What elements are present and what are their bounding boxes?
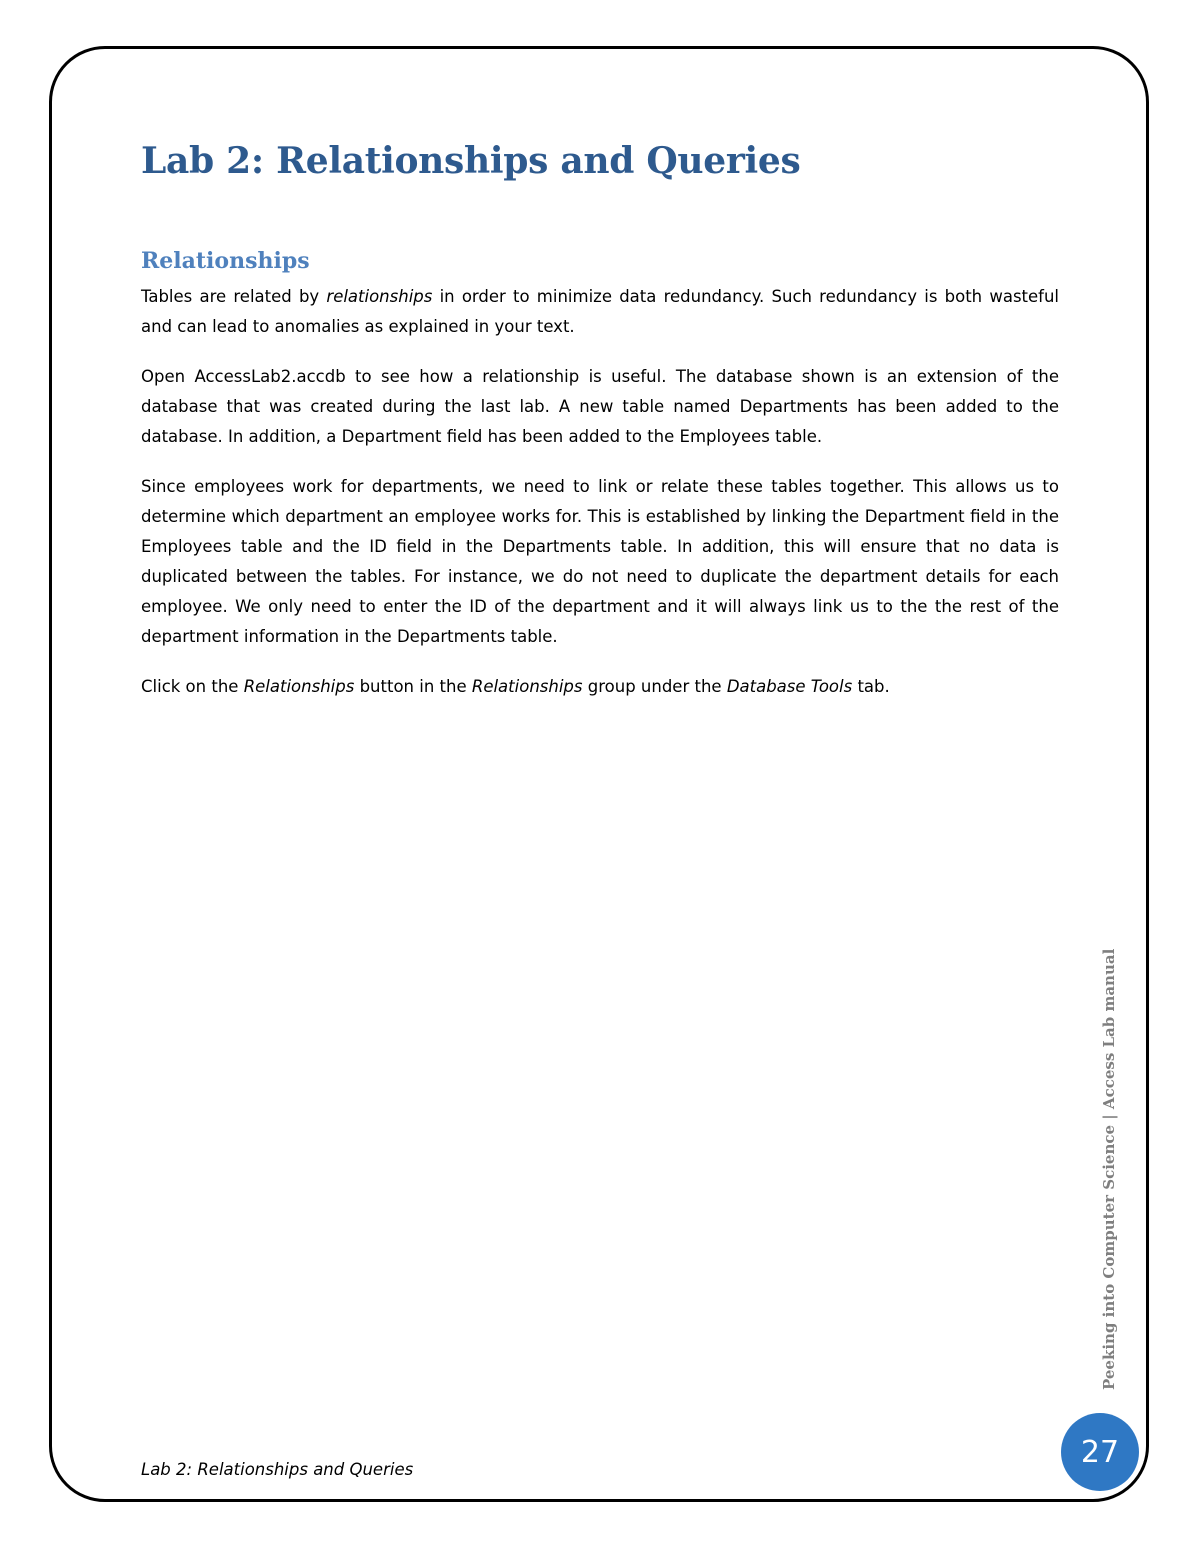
paragraph-4-emphasis-relationships-button: Relationships xyxy=(243,677,355,696)
paragraph-1 xyxy=(141,282,1059,342)
paragraph-4 xyxy=(141,672,1059,702)
paragraph-4-emphasis-relationships-group: Relationships xyxy=(471,677,583,696)
paragraph-4-text-a: Click on the xyxy=(141,677,244,696)
paragraph-4-emphasis-database-tools: Database Tools xyxy=(726,677,853,696)
side-book-label: Peeking into Computer Science | Access Lab manual xyxy=(1100,948,1118,1390)
paragraph-4-text-e: group under the xyxy=(582,677,727,696)
page-number-badge: 27 xyxy=(1061,1413,1139,1491)
section-heading: Relationships xyxy=(141,248,310,274)
paragraph-1-text-a: Tables are related by xyxy=(141,287,327,306)
paragraph-2: Open AccessLab2.accdb to see how a relationship is useful. The database shown is an extension of the database that was created during the last lab. A new table named Departments has been added to the database. In addition, a Department field has been added to the Employees table. xyxy=(141,367,1059,446)
paragraph-4-text-g: tab. xyxy=(852,677,890,696)
body-text xyxy=(141,282,1059,722)
paragraph-4-text-c: button in the xyxy=(354,677,472,696)
paragraph-3: Since employees work for departments, we need to link or relate these tables together. This allows us to determine which department an employee works for. This is established by linking the Department field in the Employees table and the ID field in the Departments table. In addition, this will ensure that no data is duplicated between the tables. For instance, we do not need to duplicate the department details for each employee. We only need to enter the ID of the department and it will always link us to the the rest of the department information in the Departments table. xyxy=(141,477,1059,646)
paragraph-1-emphasis: relationships xyxy=(326,287,433,306)
chapter-title: Lab 2: Relationships and Queries xyxy=(141,140,801,182)
paragraph-1-text-c: in order to minimize data redundancy. Such redundancy is both wasteful and can lead to anomalies as explained in your text. xyxy=(141,287,1060,336)
footer-running-title: Lab 2: Relationships and Queries xyxy=(141,1460,414,1479)
